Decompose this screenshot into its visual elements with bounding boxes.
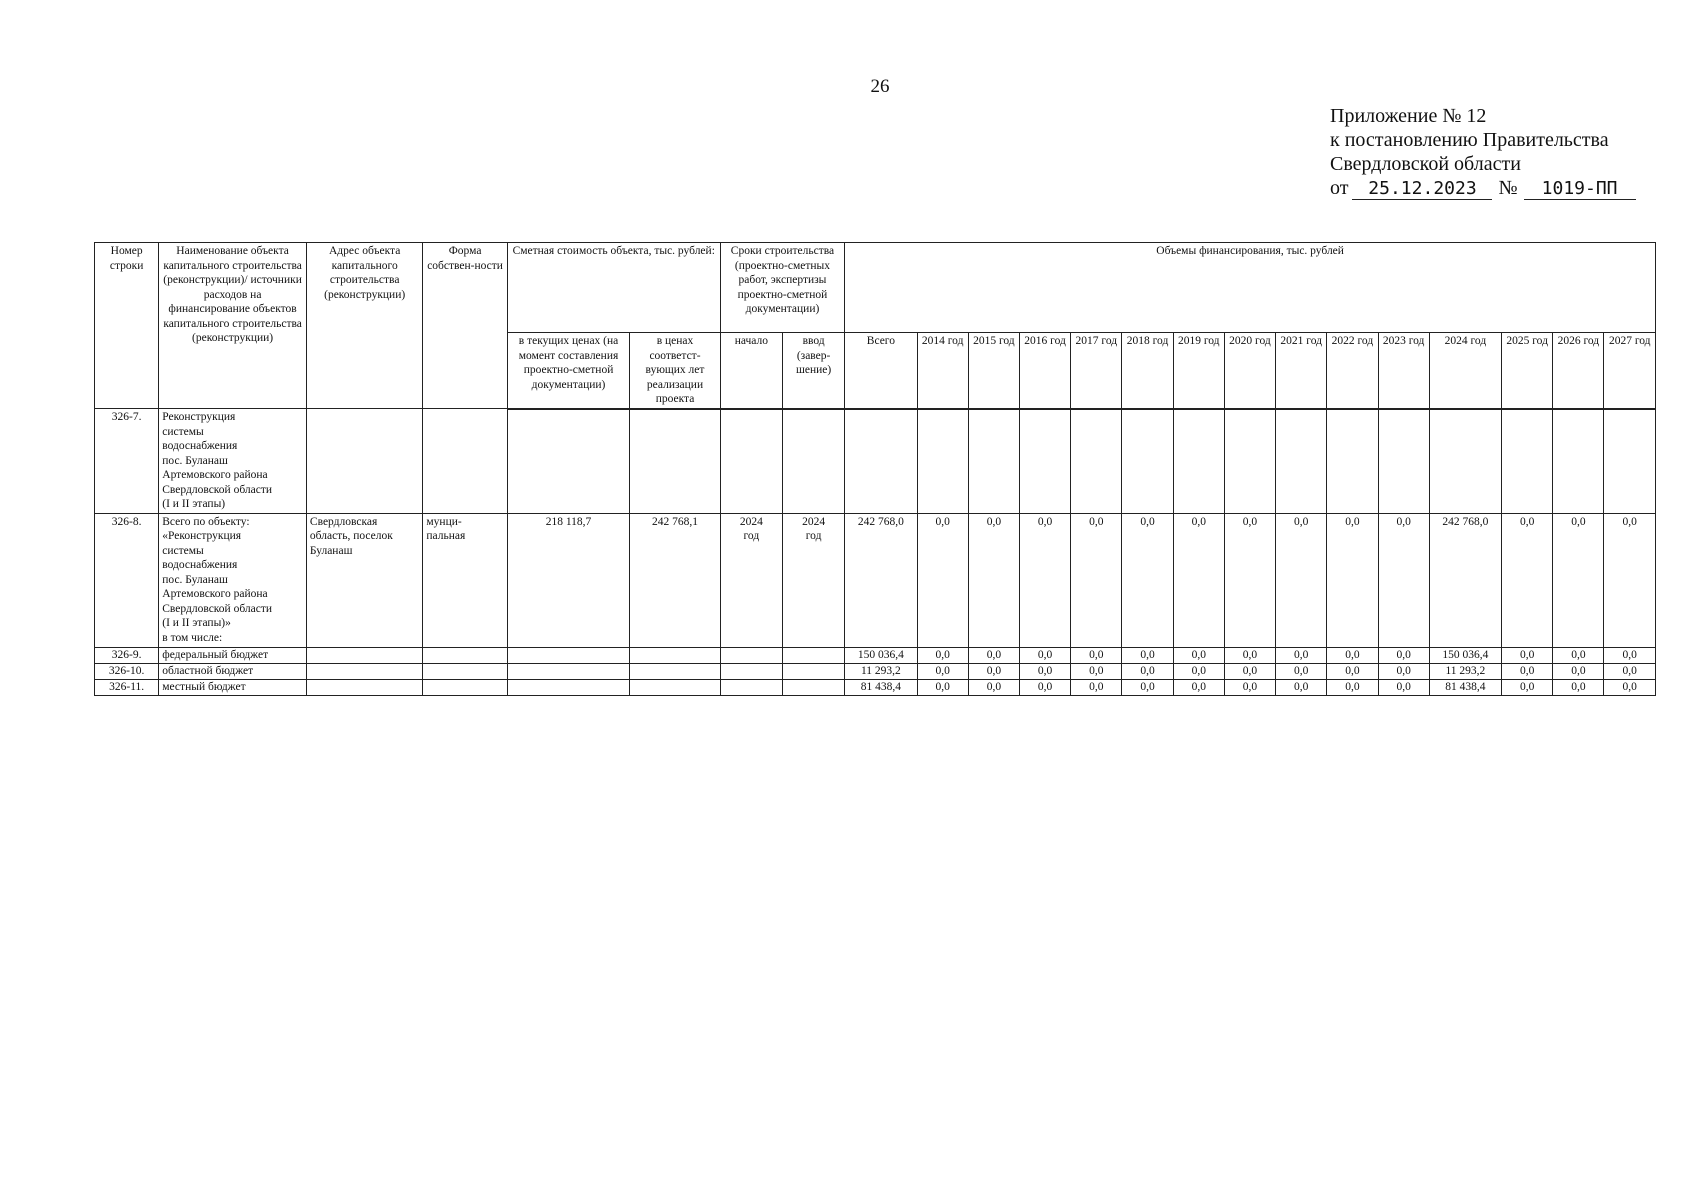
row-year-value: 0,0 bbox=[1173, 679, 1224, 695]
row-year-value: 0,0 bbox=[1553, 513, 1604, 647]
page-number: 26 bbox=[870, 76, 890, 97]
row-ownership: мунци- пальная bbox=[423, 513, 507, 647]
row-address: Свердловская область, поселок Буланаш bbox=[306, 513, 423, 647]
row-year-value: 0,0 bbox=[1604, 663, 1656, 679]
header-year: 2015 год bbox=[968, 333, 1019, 409]
header-finish: ввод (завер-шение) bbox=[782, 333, 844, 409]
row-finish bbox=[782, 679, 844, 695]
row-object-name: областной бюджет bbox=[159, 663, 307, 679]
header-year: 2020 год bbox=[1224, 333, 1275, 409]
row-year-value bbox=[1122, 409, 1173, 514]
row-year-value: 0,0 bbox=[1502, 647, 1553, 663]
row-start bbox=[720, 409, 782, 514]
row-year-value bbox=[1019, 409, 1070, 514]
header-year: 2023 год bbox=[1378, 333, 1429, 409]
row-finish: 2024 год bbox=[782, 513, 844, 647]
header-row-number: Номер строки bbox=[95, 243, 159, 409]
row-year-value: 0,0 bbox=[1224, 663, 1275, 679]
row-number: 326-9. bbox=[95, 647, 159, 663]
row-cost-project bbox=[630, 409, 720, 514]
header-total: Всего bbox=[845, 333, 917, 409]
row-start bbox=[720, 679, 782, 695]
row-year-value: 11 293,2 bbox=[1429, 663, 1501, 679]
row-start bbox=[720, 647, 782, 663]
row-year-value: 0,0 bbox=[1122, 513, 1173, 647]
header-year: 2026 год bbox=[1553, 333, 1604, 409]
row-object-name: Всего по объекту: «Реконструкция системы водоснабжения пос. Буланаш Артемовского района Свердловской области (I и II этапы)» в том числе: bbox=[159, 513, 307, 647]
row-year-value: 0,0 bbox=[1071, 663, 1122, 679]
row-year-value: 0,0 bbox=[1071, 647, 1122, 663]
row-year-value: 242 768,0 bbox=[1429, 513, 1501, 647]
row-year-value: 0,0 bbox=[1122, 647, 1173, 663]
row-year-value: 0,0 bbox=[917, 513, 968, 647]
appendix-date-line bbox=[1330, 176, 1636, 200]
row-year-value: 0,0 bbox=[1276, 513, 1327, 647]
row-total bbox=[845, 409, 917, 514]
row-year-value: 0,0 bbox=[1604, 647, 1656, 663]
row-total: 11 293,2 bbox=[845, 663, 917, 679]
row-year-value: 0,0 bbox=[1019, 513, 1070, 647]
row-year-value: 0,0 bbox=[1173, 647, 1224, 663]
row-year-value bbox=[917, 409, 968, 514]
header-year: 2019 год bbox=[1173, 333, 1224, 409]
header-year: 2025 год bbox=[1502, 333, 1553, 409]
header-cost-current: в текущих ценах (на момент составления проектно-сметной документации) bbox=[507, 333, 630, 409]
row-year-value: 0,0 bbox=[1604, 513, 1656, 647]
row-ownership bbox=[423, 679, 507, 695]
table-row bbox=[95, 513, 1656, 647]
row-year-value bbox=[1327, 409, 1378, 514]
row-cost-current bbox=[507, 663, 630, 679]
row-cost-project: 242 768,1 bbox=[630, 513, 720, 647]
row-year-value: 0,0 bbox=[1502, 513, 1553, 647]
row-year-value bbox=[968, 409, 1019, 514]
row-year-value: 0,0 bbox=[1378, 647, 1429, 663]
header-row-1 bbox=[95, 243, 1656, 333]
row-year-value: 0,0 bbox=[1327, 647, 1378, 663]
row-address bbox=[306, 679, 423, 695]
appendix-region: Свердловской области bbox=[1330, 153, 1521, 175]
appendix-decree: к постановлению Правительства bbox=[1330, 129, 1609, 151]
header-year: 2024 год bbox=[1429, 333, 1501, 409]
row-cost-current bbox=[507, 679, 630, 695]
row-year-value bbox=[1502, 409, 1553, 514]
row-start bbox=[720, 663, 782, 679]
row-year-value: 0,0 bbox=[968, 513, 1019, 647]
row-year-value: 0,0 bbox=[1122, 663, 1173, 679]
row-object-name: Реконструкция системы водоснабжения пос. Буланаш Артемовского района Свердловской области (I и II этапы) bbox=[159, 409, 307, 514]
row-year-value: 0,0 bbox=[968, 647, 1019, 663]
row-year-value: 81 438,4 bbox=[1429, 679, 1501, 695]
row-year-value: 0,0 bbox=[1276, 679, 1327, 695]
row-address bbox=[306, 663, 423, 679]
row-cost-project bbox=[630, 679, 720, 695]
header-year: 2014 год bbox=[917, 333, 968, 409]
appendix-title: Приложение № 12 bbox=[1330, 105, 1487, 127]
row-year-value: 0,0 bbox=[1327, 679, 1378, 695]
row-year-value: 0,0 bbox=[1019, 663, 1070, 679]
row-year-value: 0,0 bbox=[1378, 679, 1429, 695]
row-cost-project bbox=[630, 663, 720, 679]
row-cost-current bbox=[507, 409, 630, 514]
row-cost-project bbox=[630, 647, 720, 663]
header-start: начало bbox=[720, 333, 782, 409]
row-finish bbox=[782, 409, 844, 514]
row-cost-current: 218 118,7 bbox=[507, 513, 630, 647]
row-year-value: 0,0 bbox=[1071, 513, 1122, 647]
table-row bbox=[95, 409, 1656, 514]
row-year-value: 0,0 bbox=[1173, 663, 1224, 679]
row-year-value: 0,0 bbox=[1553, 663, 1604, 679]
row-year-value bbox=[1224, 409, 1275, 514]
row-address bbox=[306, 409, 423, 514]
number-prefix: № bbox=[1498, 177, 1518, 199]
row-year-value: 0,0 bbox=[1224, 647, 1275, 663]
row-finish bbox=[782, 663, 844, 679]
row-year-value bbox=[1173, 409, 1224, 514]
row-year-value bbox=[1378, 409, 1429, 514]
row-year-value: 0,0 bbox=[1224, 679, 1275, 695]
row-finish bbox=[782, 647, 844, 663]
row-year-value: 0,0 bbox=[1019, 647, 1070, 663]
header-cost-group: Сметная стоимость объекта, тыс. рублей: bbox=[507, 243, 720, 333]
row-number: 326-10. bbox=[95, 663, 159, 679]
row-ownership bbox=[423, 647, 507, 663]
row-object-name: федеральный бюджет bbox=[159, 647, 307, 663]
row-year-value: 0,0 bbox=[1327, 513, 1378, 647]
row-year-value: 0,0 bbox=[917, 663, 968, 679]
row-address bbox=[306, 647, 423, 663]
row-year-value: 0,0 bbox=[1502, 663, 1553, 679]
row-year-value bbox=[1553, 409, 1604, 514]
row-year-value bbox=[1429, 409, 1501, 514]
date-prefix: от bbox=[1330, 177, 1349, 199]
row-year-value: 0,0 bbox=[917, 647, 968, 663]
header-cost-project-years: в ценах соответст-вующих лет реализации проекта bbox=[630, 333, 720, 409]
header-year: 2022 год bbox=[1327, 333, 1378, 409]
row-year-value: 0,0 bbox=[1071, 679, 1122, 695]
row-total: 81 438,4 bbox=[845, 679, 917, 695]
row-year-value: 0,0 bbox=[1502, 679, 1553, 695]
row-year-value: 0,0 bbox=[1604, 679, 1656, 695]
row-year-value: 150 036,4 bbox=[1429, 647, 1501, 663]
row-year-value: 0,0 bbox=[1553, 679, 1604, 695]
row-total: 242 768,0 bbox=[845, 513, 917, 647]
row-year-value: 0,0 bbox=[968, 663, 1019, 679]
row-year-value: 0,0 bbox=[1122, 679, 1173, 695]
table-row bbox=[95, 647, 1656, 663]
decree-date: 25.12.2023 bbox=[1352, 179, 1492, 200]
header-year: 2016 год bbox=[1019, 333, 1070, 409]
row-start: 2024 год bbox=[720, 513, 782, 647]
table-row bbox=[95, 679, 1656, 695]
header-year: 2017 год bbox=[1071, 333, 1122, 409]
row-year-value: 0,0 bbox=[917, 679, 968, 695]
row-total: 150 036,4 bbox=[845, 647, 917, 663]
row-year-value: 0,0 bbox=[968, 679, 1019, 695]
header-timing-group: Сроки строительства (проектно-сметных работ, экспертизы проектно-сметной документации) bbox=[720, 243, 845, 333]
header-year: 2018 год bbox=[1122, 333, 1173, 409]
row-year-value: 0,0 bbox=[1224, 513, 1275, 647]
table-row bbox=[95, 663, 1656, 679]
row-number: 326-11. bbox=[95, 679, 159, 695]
row-year-value: 0,0 bbox=[1276, 647, 1327, 663]
row-cost-current bbox=[507, 647, 630, 663]
row-year-value bbox=[1071, 409, 1122, 514]
row-year-value: 0,0 bbox=[1553, 647, 1604, 663]
row-year-value: 0,0 bbox=[1019, 679, 1070, 695]
header-address: Адрес объекта капитального строительства (реконструкции) bbox=[306, 243, 423, 409]
row-number: 326-7. bbox=[95, 409, 159, 514]
row-year-value: 0,0 bbox=[1173, 513, 1224, 647]
row-ownership bbox=[423, 409, 507, 514]
header-year: 2027 год bbox=[1604, 333, 1656, 409]
decree-number: 1019-ПП bbox=[1524, 179, 1636, 200]
row-year-value: 0,0 bbox=[1327, 663, 1378, 679]
header-ownership: Форма собствен-ности bbox=[423, 243, 507, 409]
row-year-value bbox=[1604, 409, 1656, 514]
row-number: 326-8. bbox=[95, 513, 159, 647]
header-funding-group: Объемы финансирования, тыс. рублей bbox=[845, 243, 1656, 333]
row-year-value: 0,0 bbox=[1378, 513, 1429, 647]
header-year: 2021 год bbox=[1276, 333, 1327, 409]
row-year-value: 0,0 bbox=[1378, 663, 1429, 679]
financing-table bbox=[94, 242, 1656, 696]
appendix-header bbox=[1330, 104, 1636, 200]
header-object-name: Наименование объекта капитального строительства (реконструкции)/ источники расходов на финансирование объектов капитального строительства (реконструкции) bbox=[159, 243, 307, 409]
row-year-value bbox=[1276, 409, 1327, 514]
row-ownership bbox=[423, 663, 507, 679]
row-object-name: местный бюджет bbox=[159, 679, 307, 695]
row-year-value: 0,0 bbox=[1276, 663, 1327, 679]
